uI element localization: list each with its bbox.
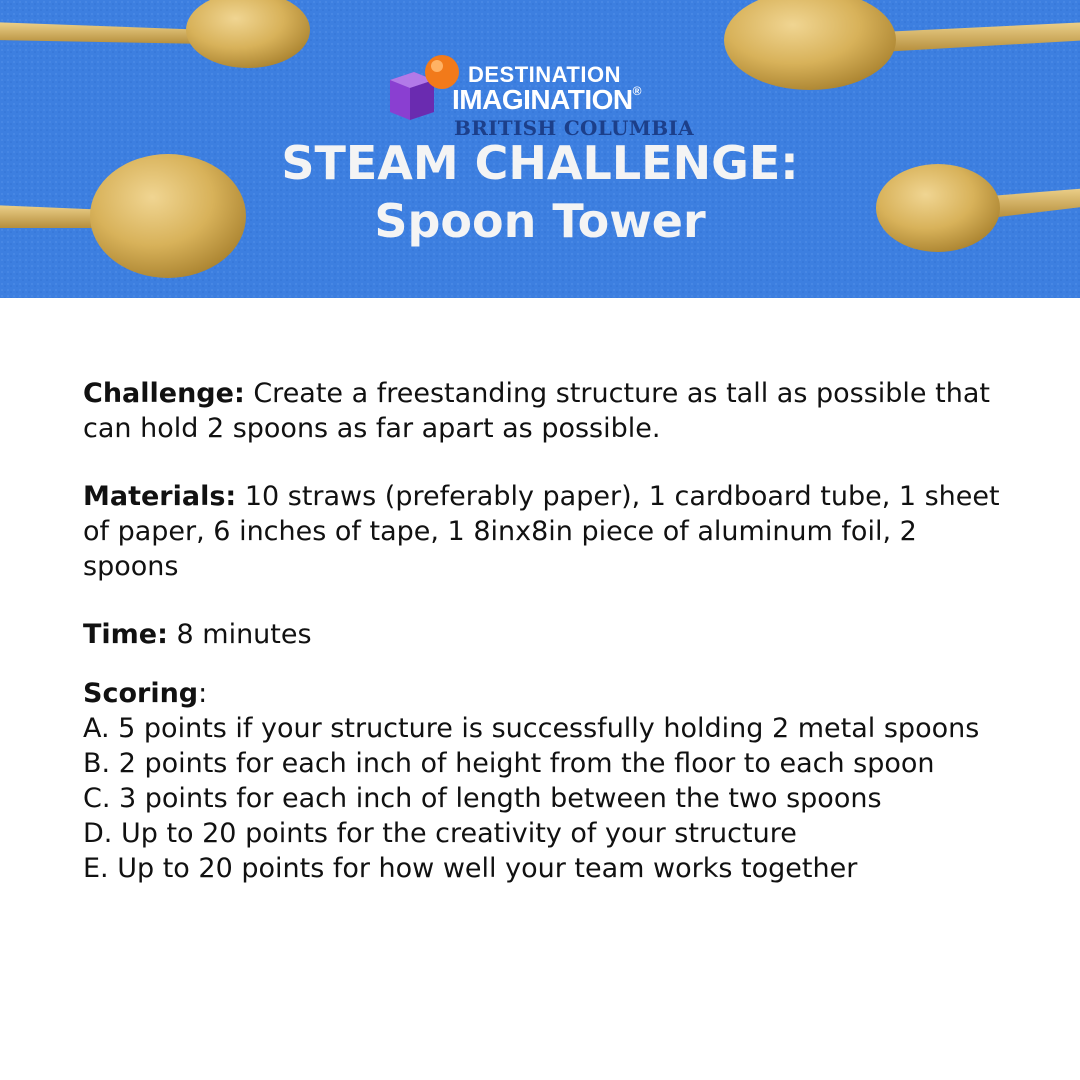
time-text: 8 minutes: [167, 619, 312, 650]
scoring-item-e: E. Up to 20 points for how well your team works together: [83, 853, 858, 884]
materials-text: 10 straws (preferably paper), 1 cardboard tube, 1 sheet of paper, 6 inches of tape, 1 8inx8in piece of aluminum foil, 2 spoons: [83, 481, 1000, 582]
scoring-item-d: D. Up to 20 points for the creativity of your structure: [83, 818, 797, 849]
time-paragraph: [83, 617, 1013, 652]
challenge-paragraph: [83, 376, 1013, 446]
logo-text-imagination: [452, 84, 641, 116]
scoring-colon: :: [198, 678, 208, 709]
challenge-label: Challenge:: [83, 378, 245, 409]
logo-text-imagination-word: IMAGINATION: [452, 84, 633, 115]
logo-text-destination: DESTINATION: [468, 62, 621, 87]
materials-paragraph: [83, 479, 1013, 584]
scoring-label: Scoring: [83, 678, 199, 709]
page-title: STEAM CHALLENGE:: [281, 136, 799, 190]
logo-text-region: BRITISH COLUMBIA: [454, 116, 694, 140]
materials-label: Materials:: [83, 481, 237, 512]
destination-imagination-logo: [388, 54, 708, 140]
scoring-item-c: C. 3 points for each inch of length between the two spoons: [83, 783, 882, 814]
registered-mark: ®: [632, 84, 641, 98]
challenge-content: [83, 376, 1013, 886]
header-banner: [0, 0, 1080, 298]
scoring-item-b: B. 2 points for each inch of height from the floor to each spoon: [83, 748, 935, 779]
time-label: Time:: [83, 619, 168, 650]
scoring-heading: [83, 676, 1013, 711]
page-subtitle: Spoon Tower: [374, 194, 706, 248]
scoring-list: [83, 711, 1013, 886]
challenge-text: Create a freestanding structure as tall as possible that can hold 2 spoons as far apart as possible.: [83, 378, 990, 444]
scoring-item-a: A. 5 points if your structure is successfully holding 2 metal spoons: [83, 713, 980, 744]
